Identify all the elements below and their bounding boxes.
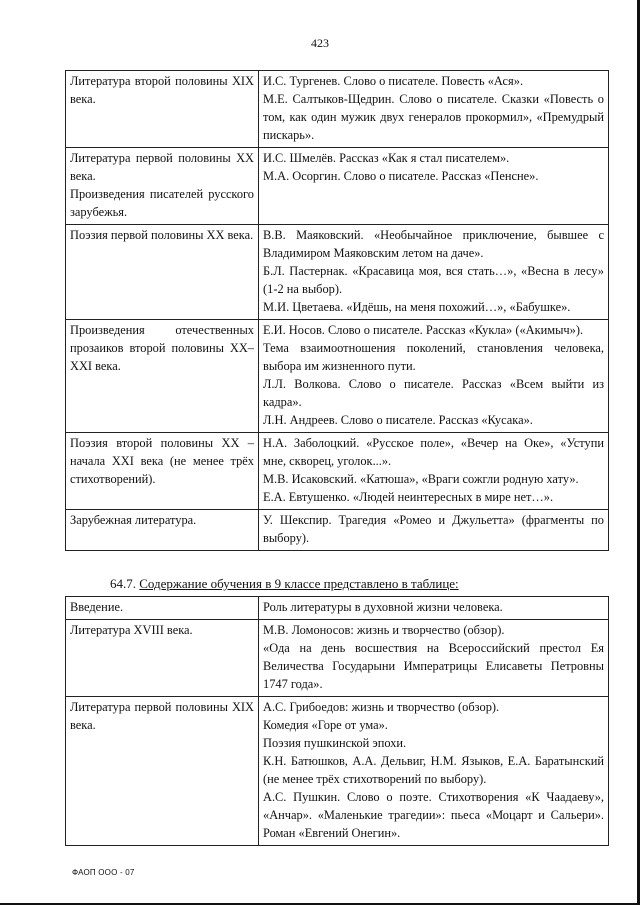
works-cell <box>259 225 609 320</box>
table-row <box>66 225 609 320</box>
table-row <box>66 620 609 697</box>
period-cell <box>66 71 259 148</box>
works-cell <box>259 320 609 433</box>
period-label: Литература первой половины XX века. <box>70 151 254 183</box>
works-cell <box>259 433 609 510</box>
work-entry: М.Е. Салтыков-Щедрин. Слово о писателе. Сказки «Повесть о том, как один мужик двух генералов прокормил», «Премудрый пискарь». <box>263 92 604 142</box>
works-cell <box>259 148 609 225</box>
work-entry: Е.И. Носов. Слово о писателе. Рассказ «Кукла» («Акимыч»). <box>263 323 584 337</box>
period-cell <box>66 597 259 620</box>
section-heading-text: Содержание обучения в 9 классе представлено в таблице: <box>139 576 459 591</box>
table-row <box>66 597 609 620</box>
work-entry: М.В. Ломоносов: жизнь и творчество (обзор). <box>263 623 505 637</box>
table-row <box>66 697 609 846</box>
work-entry: Н.А. Заболоцкий. «Русское поле», «Вечер на Оке», «Уступи мне, скворец, уголок...». <box>263 436 604 468</box>
table-row <box>66 71 609 148</box>
work-entry: Л.Н. Андреев. Слово о писателе. Рассказ «Кусака». <box>263 413 533 427</box>
period-label: Произведения писателей русского зарубежья. <box>70 187 254 219</box>
work-entry: А.С. Пушкин. Слово о поэте. Стихотворения «К Чаадаеву», «Анчар». «Маленькие трагедии»: пьеса «Моцарт и Сальери». Роман «Евгений Онегин». <box>263 790 604 840</box>
work-entry: В.В. Маяковский. «Необычайное приключение, бывшее с Владимиром Маяковским летом на даче». <box>263 228 604 260</box>
footer-document-code: ФАОП ООО - 07 <box>72 868 135 877</box>
period-cell <box>66 433 259 510</box>
period-cell <box>66 620 259 697</box>
work-entry: М.А. Осоргин. Слово о писателе. Рассказ «Пенсне». <box>263 169 539 183</box>
work-entry: М.И. Цветаева. «Идёшь, на меня похожий…», «Бабушке». <box>263 300 571 314</box>
works-cell <box>259 510 609 551</box>
period-cell <box>66 510 259 551</box>
period-label: Поэзия первой половины XX века. <box>70 228 254 242</box>
table-row <box>66 433 609 510</box>
work-entry: «Ода на день восшествия на Всероссийский престол Ея Величества Государыни Императрицы Елисаветы Петровны 1747 года». <box>263 641 604 691</box>
work-entry: А.С. Грибоедов: жизнь и творчество (обзор). <box>263 700 500 714</box>
work-entry: Тема взаимоотношения поколений, становления человека, выбора им жизненного пути. <box>263 341 604 373</box>
period-label: Литература первой половины XIX века. <box>70 700 254 732</box>
period-label: Литература XVIII века. <box>70 623 193 637</box>
work-entry: Б.Л. Пастернак. «Красавица моя, вся стать…», «Весна в лесу» (1-2 на выбор). <box>263 264 604 296</box>
work-entry: Е.А. Евтушенко. «Людей неинтересных в мире нет…». <box>263 490 554 504</box>
period-cell <box>66 225 259 320</box>
period-cell <box>66 148 259 225</box>
work-entry: И.С. Тургенев. Слово о писателе. Повесть «Ася». <box>263 74 524 88</box>
period-cell <box>66 320 259 433</box>
page-number: 423 <box>311 36 329 50</box>
works-cell <box>259 597 609 620</box>
section-number: 64.7. <box>110 576 136 591</box>
works-cell <box>259 620 609 697</box>
table-row <box>66 148 609 225</box>
grade-8-content-table <box>65 70 609 551</box>
works-cell <box>259 71 609 148</box>
table-row <box>66 320 609 433</box>
work-entry: И.С. Шмелёв. Рассказ «Как я стал писателем». <box>263 151 510 165</box>
period-label: Литература второй половины XIX века. <box>70 74 254 106</box>
period-label: Введение. <box>70 600 124 614</box>
work-entry: Поэзия пушкинской эпохи. <box>263 736 407 750</box>
work-entry: Л.Л. Волкова. Слово о писателе. Рассказ «Всем выйти из кадра». <box>263 377 604 409</box>
work-entry: У. Шекспир. Трагедия «Ромео и Джульетта» (фрагменты по выбору). <box>263 513 604 545</box>
work-entry: Роль литературы в духовной жизни человека. <box>263 600 503 614</box>
work-entry: Комедия «Горе от ума». <box>263 718 388 732</box>
table-row <box>66 510 609 551</box>
period-label: Поэзия второй половины XX – начала XXI века (не менее трёх стихотворений). <box>70 436 254 486</box>
work-entry: К.Н. Батюшков, А.А. Дельвиг, Н.М. Языков, Е.А. Баратынский (не менее трёх стихотворений по выбору). <box>263 754 604 786</box>
section-heading <box>110 576 459 592</box>
period-label: Зарубежная литература. <box>70 513 197 527</box>
period-cell <box>66 697 259 846</box>
period-label: Произведения отечественных прозаиков второй половины XX–XXI века. <box>70 323 254 373</box>
grade-9-content-table <box>65 596 609 846</box>
works-cell <box>259 697 609 846</box>
work-entry: М.В. Исаковский. «Катюша», «Враги сожгли родную хату». <box>263 472 579 486</box>
